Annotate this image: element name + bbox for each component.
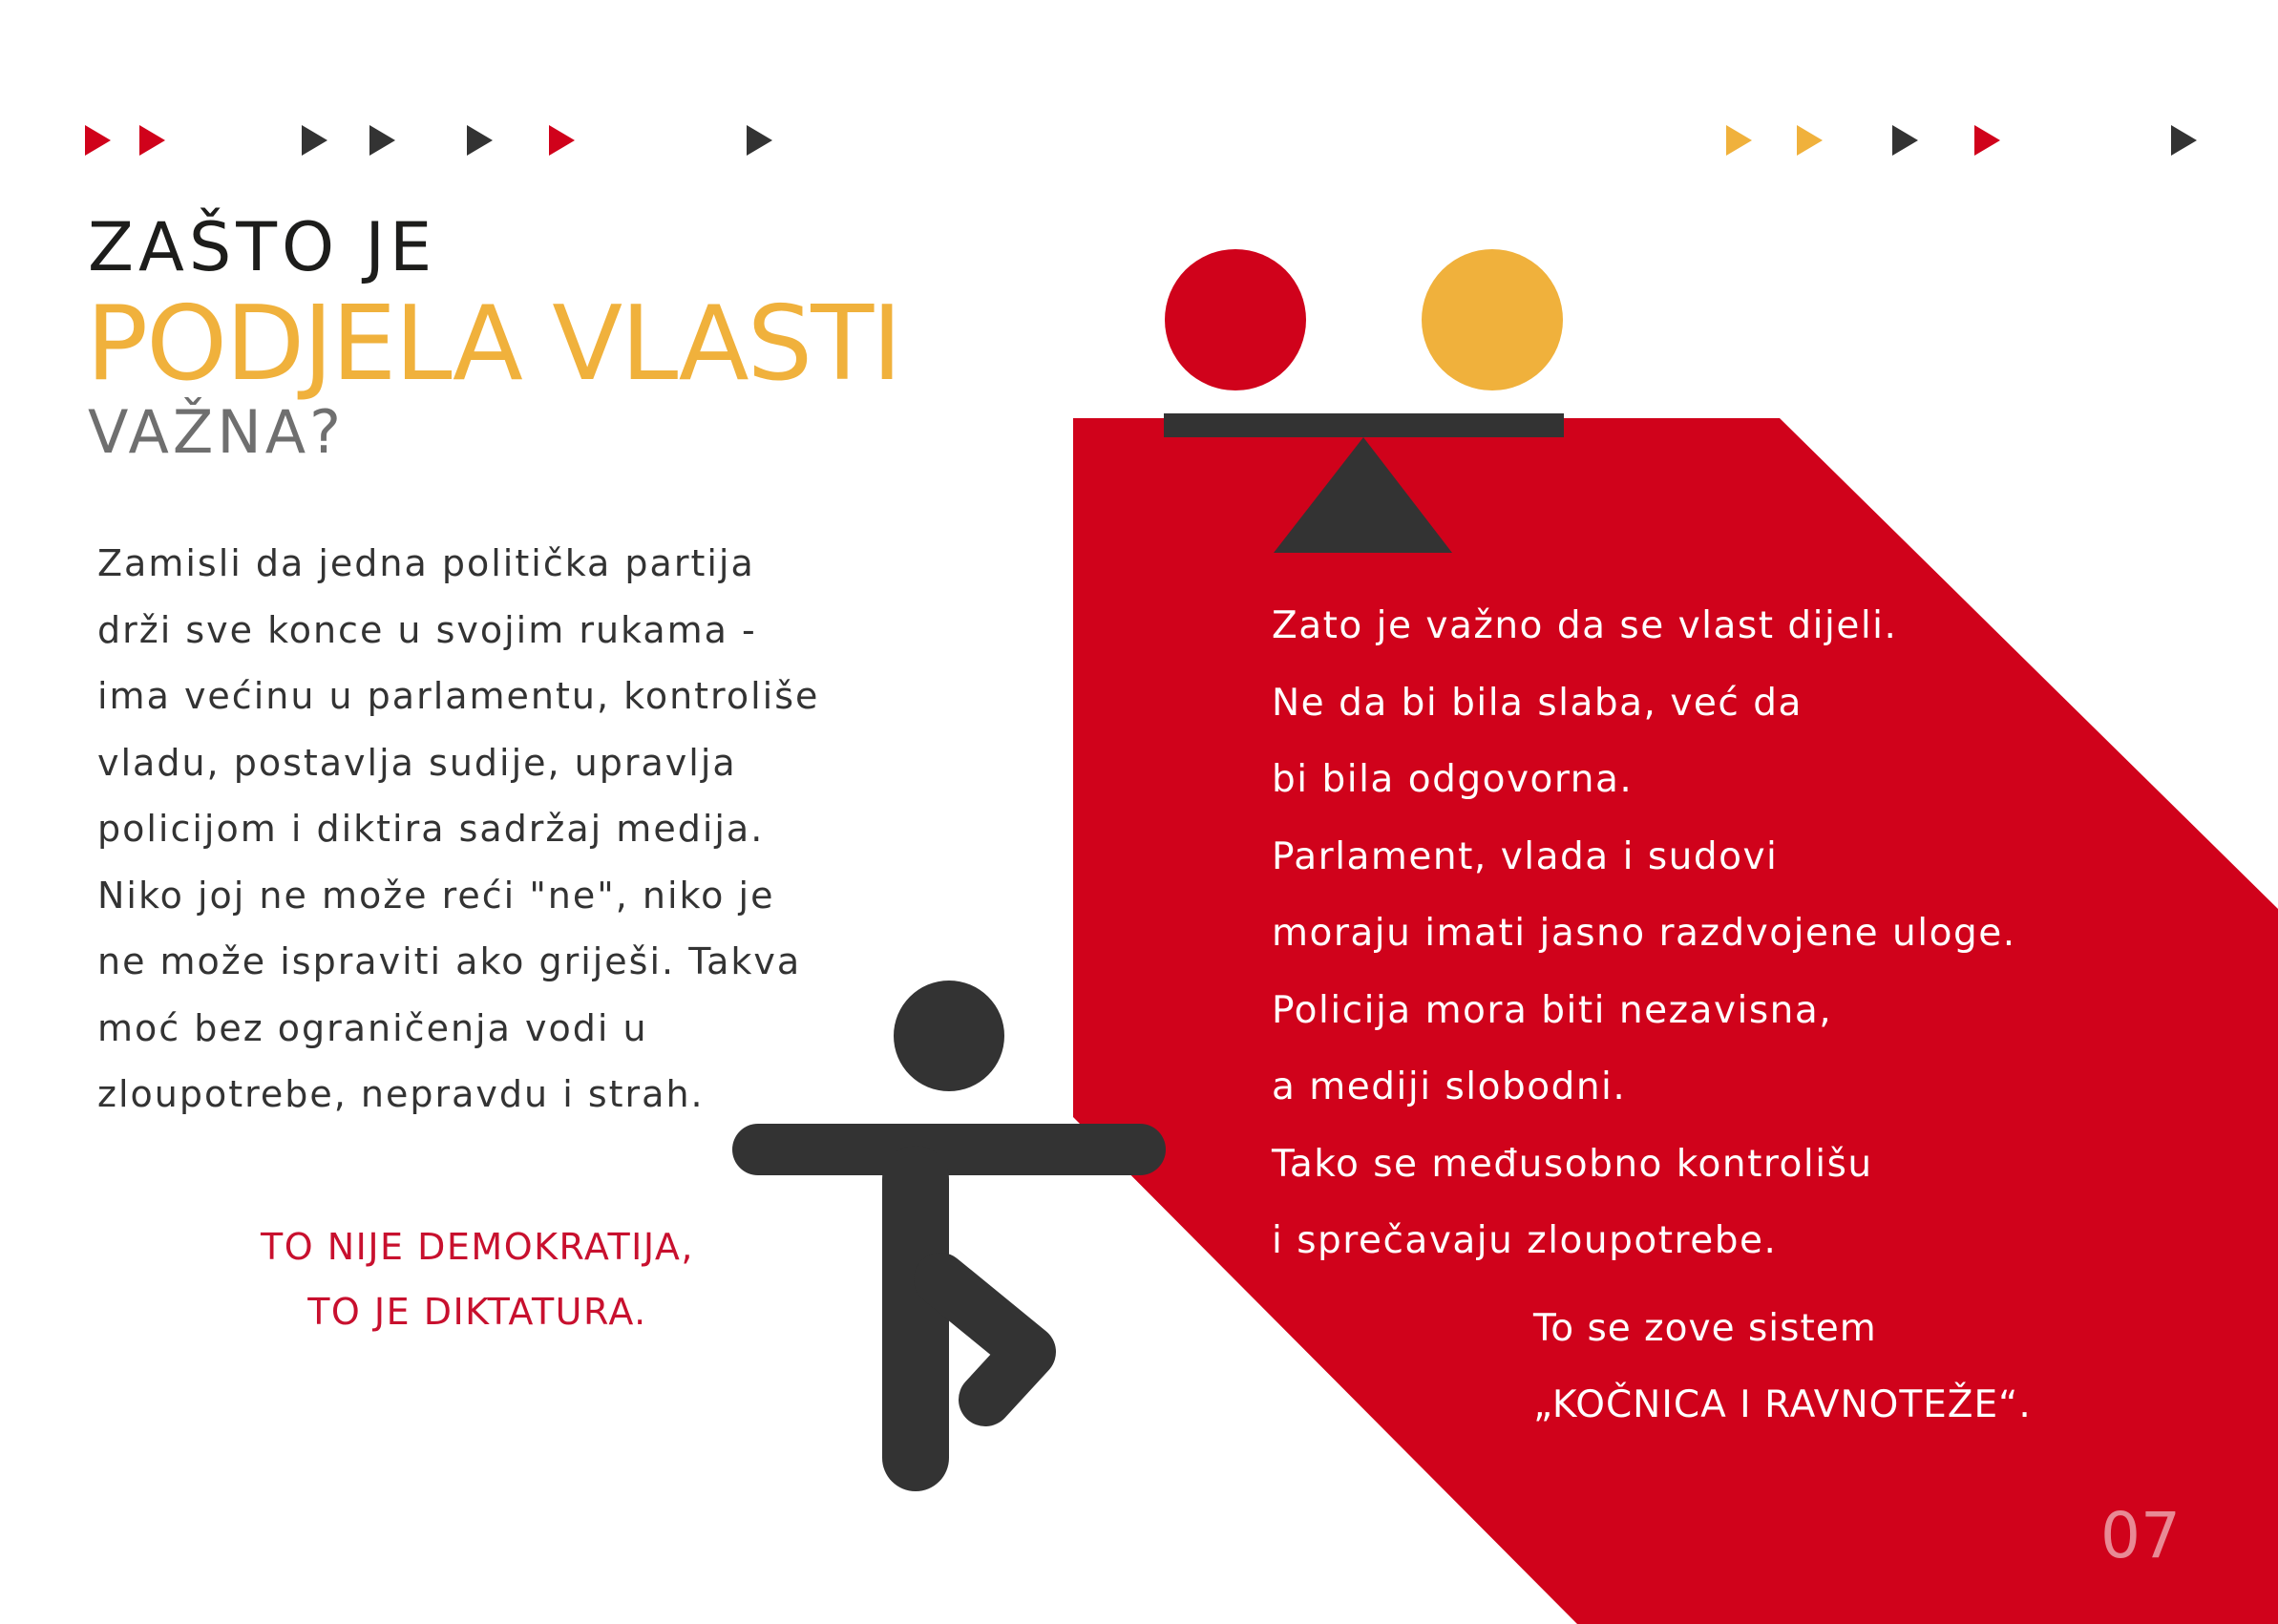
panel-line: i sprečavaju zloupotrebe. <box>1272 1219 1778 1262</box>
panel-line: Zato je važno da se vlast dijeli. <box>1272 604 1898 647</box>
closing-line: To se zove sistem <box>1533 1307 1877 1350</box>
panel-paragraph <box>1272 588 2016 1280</box>
callout-line: TO JE DIKTATURA. <box>307 1291 647 1333</box>
closing-line: „KOČNICA I RAVNOTEŽE“. <box>1533 1383 2032 1426</box>
panel-line: a mediji slobodni. <box>1272 1065 1627 1108</box>
intro-line: ne može ispraviti ako griješi. Takva <box>97 940 802 982</box>
panel-line: Ne da bi bila slaba, već da <box>1272 681 1803 725</box>
intro-line: zloupotrebe, nepravdu i strah. <box>97 1073 705 1115</box>
dictatorship-callout <box>153 1214 802 1344</box>
play-arrow-icon <box>302 125 327 156</box>
intro-line: ima većinu u parlamentu, kontroliše <box>97 675 820 717</box>
checks-and-balances-callout <box>1533 1291 2032 1444</box>
intro-line: drži sve konce u svojim rukama - <box>97 608 757 651</box>
heading-line-2: PODJELA VLASTI <box>86 285 901 404</box>
page-number: 07 <box>2100 1499 2181 1572</box>
intro-line: moć bez ograničenja vodi u <box>97 1006 648 1049</box>
heading-line-3: VAŽNA? <box>88 397 346 467</box>
panel-line: bi bila odgovorna. <box>1272 758 1634 801</box>
play-arrow-icon <box>467 125 493 156</box>
intro-paragraph <box>97 531 842 1128</box>
panel-line: Tako se međusobno kontrolišu <box>1272 1142 1873 1186</box>
play-arrow-icon <box>1797 125 1823 156</box>
intro-line: vladu, postavlja sudije, upravlja <box>97 741 737 784</box>
intro-line: Niko joj ne može reći "ne", niko je <box>97 874 775 917</box>
play-arrow-icon <box>1974 125 2000 156</box>
play-arrow-icon <box>549 125 575 156</box>
play-arrow-icon <box>1726 125 1752 156</box>
intro-line: Zamisli da jedna politička partija <box>97 542 755 584</box>
heading-line-1: ZAŠTO JE <box>88 208 437 286</box>
play-arrow-icon <box>139 125 165 156</box>
play-arrow-icon <box>747 125 772 156</box>
intro-line: policijom i diktira sadržaj medija. <box>97 808 765 850</box>
panel-line: Parlament, vlada i sudovi <box>1272 834 1779 878</box>
callout-line: TO NIJE DEMOKRATIJA, <box>261 1226 694 1268</box>
panel-line: Policija mora biti nezavisna, <box>1272 988 1833 1032</box>
play-arrow-icon <box>85 125 111 156</box>
play-arrow-icon <box>1892 125 1918 156</box>
panel-line: moraju imati jasno razdvojene uloge. <box>1272 912 2016 955</box>
play-arrow-icon <box>2171 125 2197 156</box>
play-arrow-icon <box>369 125 395 156</box>
